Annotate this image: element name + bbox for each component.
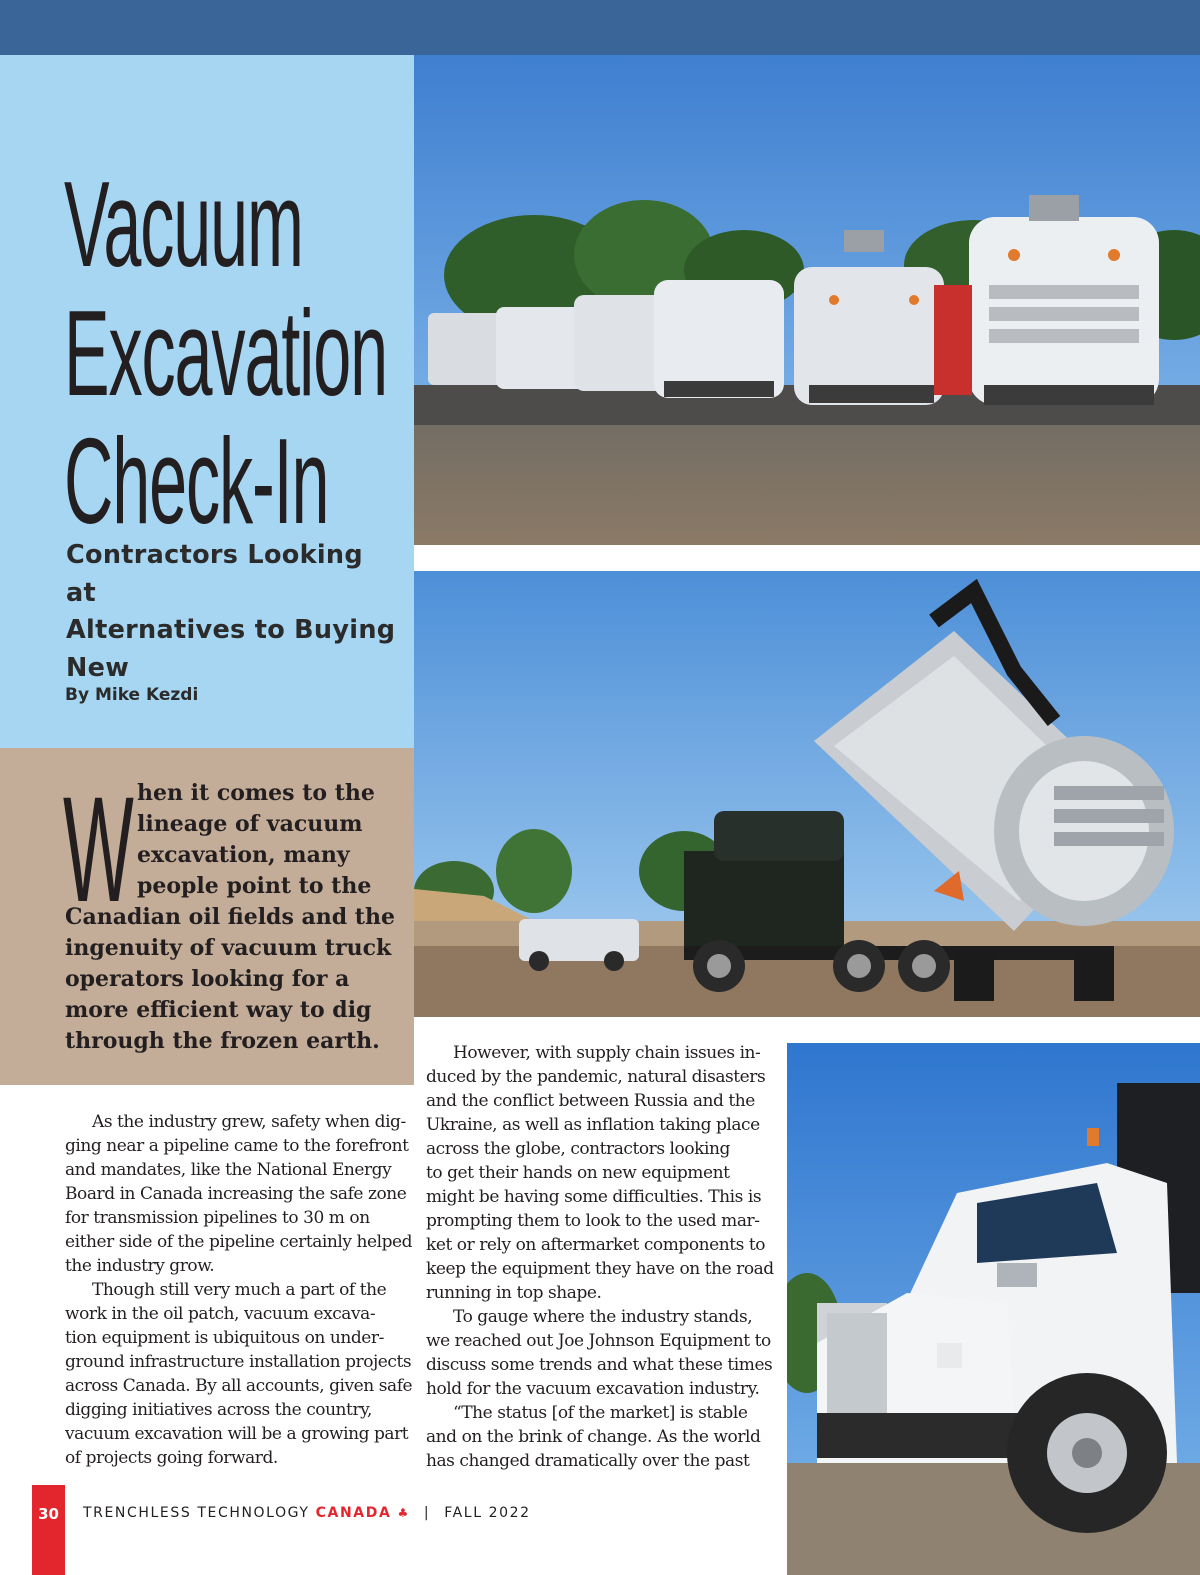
subtitle-line-3: New bbox=[66, 652, 130, 683]
lead-line: more efficient way to dig bbox=[65, 997, 372, 1023]
subtitle bbox=[66, 537, 396, 687]
lead-line: excavation, many bbox=[137, 842, 350, 868]
body-line: either side of the pipeline certainly helped bbox=[65, 1232, 413, 1252]
lead-line: lineage of vacuum bbox=[137, 811, 363, 837]
body-line: for transmission pipelines to 30 m on bbox=[65, 1208, 370, 1228]
headline-line-1: Vacuum bbox=[64, 156, 303, 292]
body-line: Board in Canada increasing the safe zone bbox=[65, 1184, 407, 1204]
body-line: discuss some trends and what these times bbox=[426, 1355, 773, 1375]
top-color-band bbox=[0, 0, 1200, 55]
publication-name: TRENCHLESS TECHNOLOGY bbox=[83, 1505, 310, 1521]
photo-white-truck bbox=[787, 1043, 1200, 1575]
body-line: and the conflict between Russia and the bbox=[426, 1091, 755, 1111]
lead-line: hen it comes to the bbox=[137, 780, 375, 806]
photo-dumping-truck bbox=[414, 571, 1200, 1017]
byline: By Mike Kezdi bbox=[65, 685, 199, 705]
body-column-2 bbox=[426, 1041, 774, 1473]
body-line: To gauge where the industry stands, bbox=[453, 1307, 753, 1327]
publication-country: CANADA bbox=[315, 1505, 392, 1521]
body-line: to get their hands on new equipment bbox=[426, 1163, 730, 1183]
body-line: ging near a pipeline came to the forefront bbox=[65, 1136, 409, 1156]
drop-cap: W bbox=[63, 765, 134, 933]
running-footer bbox=[83, 1505, 531, 1521]
issue-label: FALL 2022 bbox=[444, 1505, 531, 1521]
body-line: the industry grow. bbox=[65, 1256, 215, 1276]
truck-fleet-illustration bbox=[414, 55, 1200, 545]
body-line: work in the oil patch, vacuum excava- bbox=[65, 1304, 376, 1324]
body-line: of projects going forward. bbox=[65, 1448, 278, 1468]
body-line: keep the equipment they have on the road bbox=[426, 1259, 774, 1279]
title-panel bbox=[0, 55, 414, 748]
lead-line: operators looking for a bbox=[65, 966, 350, 992]
headline-line-2: Excavation bbox=[64, 285, 387, 421]
body-column-1 bbox=[65, 1110, 412, 1470]
folio-tab bbox=[32, 1485, 65, 1575]
body-line: across the globe, contractors looking bbox=[426, 1139, 730, 1159]
lead-line: through the frozen earth. bbox=[65, 1028, 380, 1054]
body-line: and on the brink of change. As the world bbox=[426, 1427, 761, 1447]
body-line: and mandates, like the National Energy bbox=[65, 1160, 392, 1180]
body-line: ket or rely on aftermarket components to bbox=[426, 1235, 765, 1255]
page-number: 30 bbox=[38, 1505, 59, 1523]
body-line: Ukraine, as well as inflation taking place bbox=[426, 1115, 760, 1135]
body-line: duced by the pandemic, natural disasters bbox=[426, 1067, 766, 1087]
body-line: ground infrastructure installation projects bbox=[65, 1352, 412, 1372]
body-line: tion equipment is ubiquitous on under- bbox=[65, 1328, 384, 1348]
lead-line: people point to the bbox=[137, 873, 372, 899]
headline-line-3: Check-In bbox=[64, 413, 329, 549]
body-line: However, with supply chain issues in- bbox=[453, 1043, 761, 1063]
body-line: across Canada. By all accounts, given safe bbox=[65, 1376, 413, 1396]
body-line: might be having some difficulties. This is bbox=[426, 1187, 762, 1207]
lead-line: ingenuity of vacuum truck bbox=[65, 935, 392, 961]
body-line: we reached out Joe Johnson Equipment to bbox=[426, 1331, 771, 1351]
lead-panel bbox=[0, 748, 414, 1085]
footer-separator: | bbox=[423, 1505, 431, 1521]
subtitle-line-1: Contractors Looking at bbox=[66, 540, 363, 608]
white-truck-illustration bbox=[787, 1043, 1200, 1575]
body-line: “The status [of the market] is stable bbox=[453, 1403, 748, 1423]
body-line: vacuum excavation will be a growing part bbox=[65, 1424, 409, 1444]
body-line: As the industry grew, safety when dig- bbox=[92, 1112, 406, 1132]
body-line: prompting them to look to the used mar- bbox=[426, 1211, 760, 1231]
body-line: hold for the vacuum excavation industry. bbox=[426, 1379, 760, 1399]
subtitle-line-2: Alternatives to Buying bbox=[66, 615, 396, 645]
body-line: Though still very much a part of the bbox=[92, 1280, 387, 1300]
maple-leaf-icon: ♣ bbox=[397, 1506, 410, 1520]
lead-line: Canadian oil fields and the bbox=[65, 904, 395, 930]
body-line: digging initiatives across the country, bbox=[65, 1400, 372, 1420]
body-line: running in top shape. bbox=[426, 1283, 602, 1303]
photo-truck-fleet bbox=[414, 55, 1200, 545]
dumping-truck-illustration bbox=[414, 571, 1200, 1017]
body-line: has changed dramatically over the past bbox=[426, 1451, 750, 1471]
